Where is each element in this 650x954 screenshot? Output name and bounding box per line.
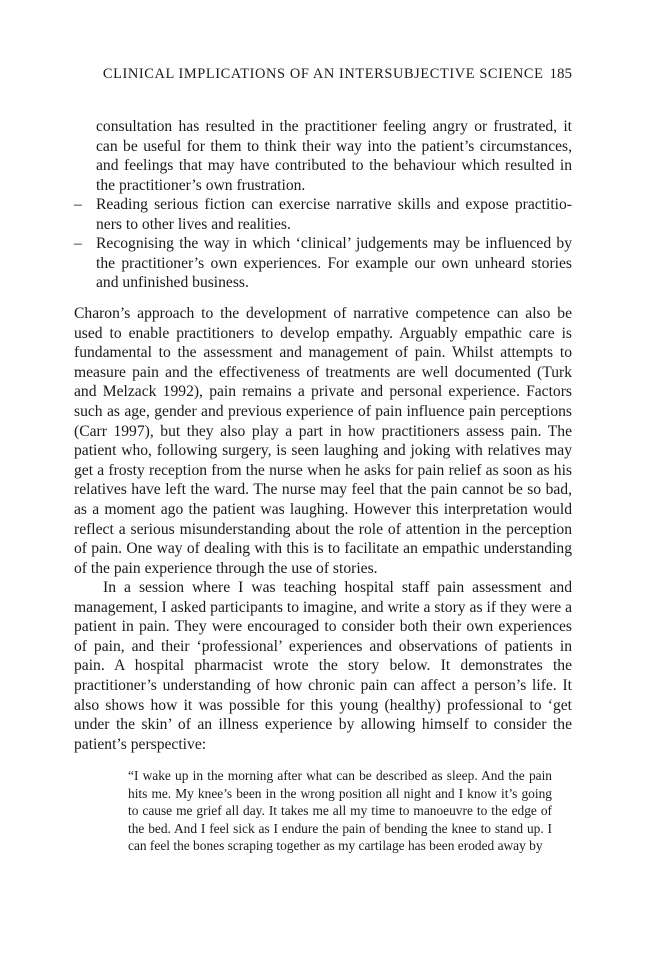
body-paragraph: [74, 578, 572, 754]
paragraph-text: In a session where I was teaching hospital staff pain assessment and management, I asked participants to imagine, and write a story as if they were a patient in pain. They were encouraged to consider both their own experiences of pain, and their ‘professional’ experiences and observations of patients in pain. A hospital pharmacist wrote the story below. It demonstrates the practitioner’s understanding of how chronic pain can affect a person’s life. It also shows how it was possible for this young (healthy) professional to ‘get under the skin’ of an illness experience by allowing himself to consider the patient’s perspective:: [74, 579, 572, 753]
bullet-list: [74, 195, 572, 293]
dash-marker: –: [74, 196, 82, 213]
running-head-title: CLINICAL IMPLICATIONS OF AN INTERSUBJECTIVE SCIENCE: [102, 66, 544, 82]
continued-list-item: [96, 117, 572, 195]
quote-text: “I wake up in the morning after what can be described as sleep. And the pain hits me. My knee’s been in the wrong position all night and I know it’s going to cause me grief all day. It takes me all my time to manoeuvre to the edge of the bed. And I feel sick as I endure the pain of bending the knee to stand up. I can feel the bones scraping together as my cartilage has been eroded away by: [128, 768, 552, 854]
paragraph-text: Charon’s approach to the development of narrative competence can also be used to enable practitioners to develop empathy. Arguably empathic care is fundamental to the assessment and management of pain. Whilst attempts to measure pain and the effectiveness of treatments are well documented (Turk and Melzack 1992), pain remains a private and personal experience. Factors such as age, gender and previous experience of pain influence pain perceptions (Carr 1997), but they also play a part in how practitioners assess pain. The patient who, following surgery, is seen laughing and joking with relatives may get a frosty reception from the nurse when he asks for pain relief as soon as his relatives have left the ward. The nurse may feel that the pain cannot be so bad, as a moment ago the patient was laughing. However this interpretation would reflect a serious misunderstanding about the role of attention in the perception of pain. One way of dealing with this is to facilitate an empathic understanding of the pain experience through the use of stories.: [74, 305, 572, 577]
list-item-text: Reading serious fiction can exercise narrative skills and expose practitioners to other lives and realities.: [96, 196, 572, 233]
list-item: [74, 234, 572, 293]
running-head: [74, 66, 572, 83]
dash-marker: –: [74, 235, 82, 253]
continued-text: consultation has resulted in the practitioner feeling angry or frustrated, it can be useful for them to think their way into the patient’s circumstances, and feelings that may have contributed to the behaviour which resulted in the practitioner’s own frustration.: [96, 118, 572, 194]
list-item-text: Recognising the way in which ‘clinical’ judgements may be influenced by the practitioner’s own experiences. For example our own unheard stories and unfinished business.: [96, 235, 572, 292]
list-item: [74, 195, 572, 234]
body-paragraph: [74, 304, 572, 578]
page-number: 185: [549, 66, 572, 82]
block-quote: [128, 767, 552, 855]
